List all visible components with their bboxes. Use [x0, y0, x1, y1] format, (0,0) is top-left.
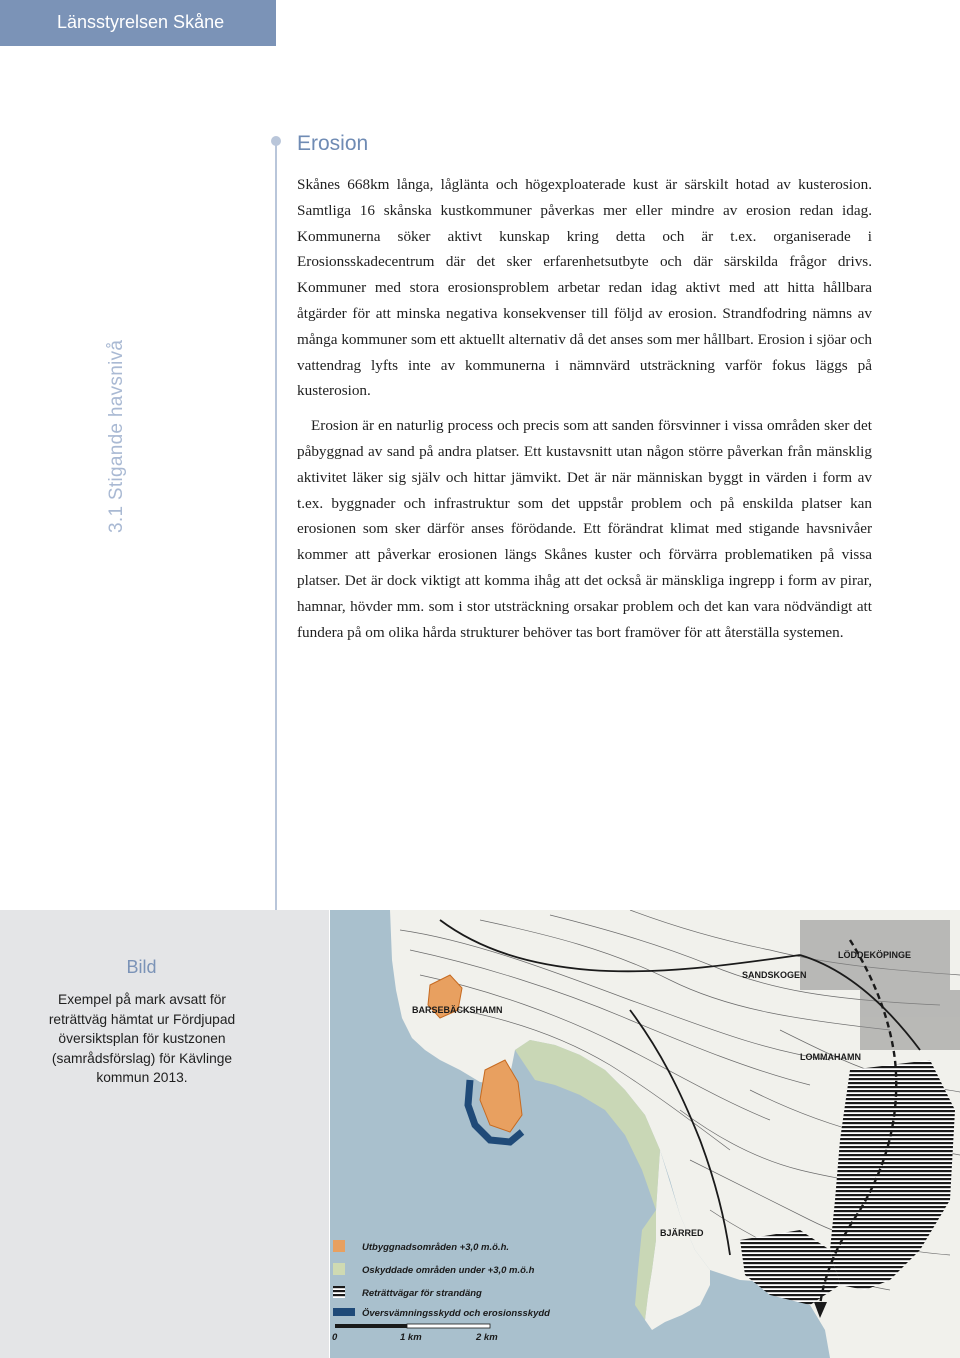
legend-swatch-retreat [333, 1286, 345, 1298]
legend-label: Utbyggnadsområden +3,0 m.ö.h. [362, 1242, 510, 1253]
legend-label: Översvämningsskydd och erosionsskydd [362, 1308, 550, 1319]
header-band [0, 0, 276, 46]
caption-title: Bild [126, 957, 157, 977]
map-label: BARSEBÄCKSHAMN [412, 1005, 503, 1015]
map-svg [330, 910, 960, 1358]
map-figure [330, 910, 960, 1358]
legend-label: Reträttvägar för strandäng [362, 1288, 482, 1299]
legend-swatch-unprotected [333, 1263, 345, 1275]
map-label: SANDSKOGEN [742, 970, 807, 980]
scale-label: 1 km [400, 1332, 422, 1343]
scale-label: 0 [332, 1332, 338, 1343]
legend-swatch-protection [333, 1308, 355, 1316]
map-label: LÖDDEKÖPINGE [838, 950, 912, 960]
map-label: LOMMAHAMN [800, 1052, 861, 1062]
org-name: Länsstyrelsen Skåne [57, 12, 225, 32]
section-title: Erosion [297, 132, 369, 155]
divider-dot [271, 136, 281, 146]
caption-text: Exempel på mark avsatt för reträttväg hämtat ur Fördjupad översiktsplan för kustzonen (samrådsförslag) för Kävlinge kommun 2013. [48, 992, 236, 1086]
body-text [297, 172, 872, 645]
map-label: BJÄRRED [660, 1228, 704, 1238]
vertical-divider [275, 142, 277, 912]
legend-swatch-development [333, 1240, 345, 1252]
paragraph: Skånes 668km långa, låglänta och högexploaterade kust är särskilt hotad av kusterosion. Samtliga 16 skånska kustkommuner påverkas mer eller mindre av erosion redan idag. Kommunerna söker aktivt kunskap kring detta och är t.ex. organiserade i Erosionsskadecentrum där det sker erfarenhetsutbyte och där särskilda frågor drivs. Kommuner med stora erosionsproblem arbetar redan idag aktivt med att hitta hållbara åtgärder för att minska negativa konsekvenser till följd av erosion. Strandfodring nämns av många kommuner som ett aktuellt alternativ då det anses som mer hållbart. Erosion i sjöar och vattendrag lyfts inte av kommunerna i nämnvärd utsträckning varför fokus läggs på kusterosion. [297, 176, 872, 400]
section-side-label: 3.1 Stigande havsnivå [106, 339, 127, 533]
scale-label: 2 km [476, 1332, 498, 1343]
legend-label: Oskyddade områden under +3,0 m.ö.h [362, 1265, 535, 1276]
paragraph: Erosion är en naturlig process och precis som att sanden försvinner i vissa områden sker det påbyggnad av sand på andra platser. Ett kustavsnitt utan någon större påverkan från mänsklig aktivitet läker sig själv och hittar jämvikt. Det är när människan byggt in värden i form av t.ex. byggnader och infrastruktur som det uppstår problem och på enskilda platser kan erosionen som sker därför anses förödande. Ett förändrat klimat med stigande havsnivåer kommer att påverkar erosionen längs Skånes kuster och förvärra problematiken på vissa platser. Det är dock viktigt att komma ihåg att det också är mänskliga ingrepp i form av pirar, hamnar, hövder mm. som i stor utsträckning orsakar problem och det kan vara nödvändigt att fundera på om olika hårda strukturer behöver tas bort framöver för att återställa systemen. [297, 417, 872, 641]
